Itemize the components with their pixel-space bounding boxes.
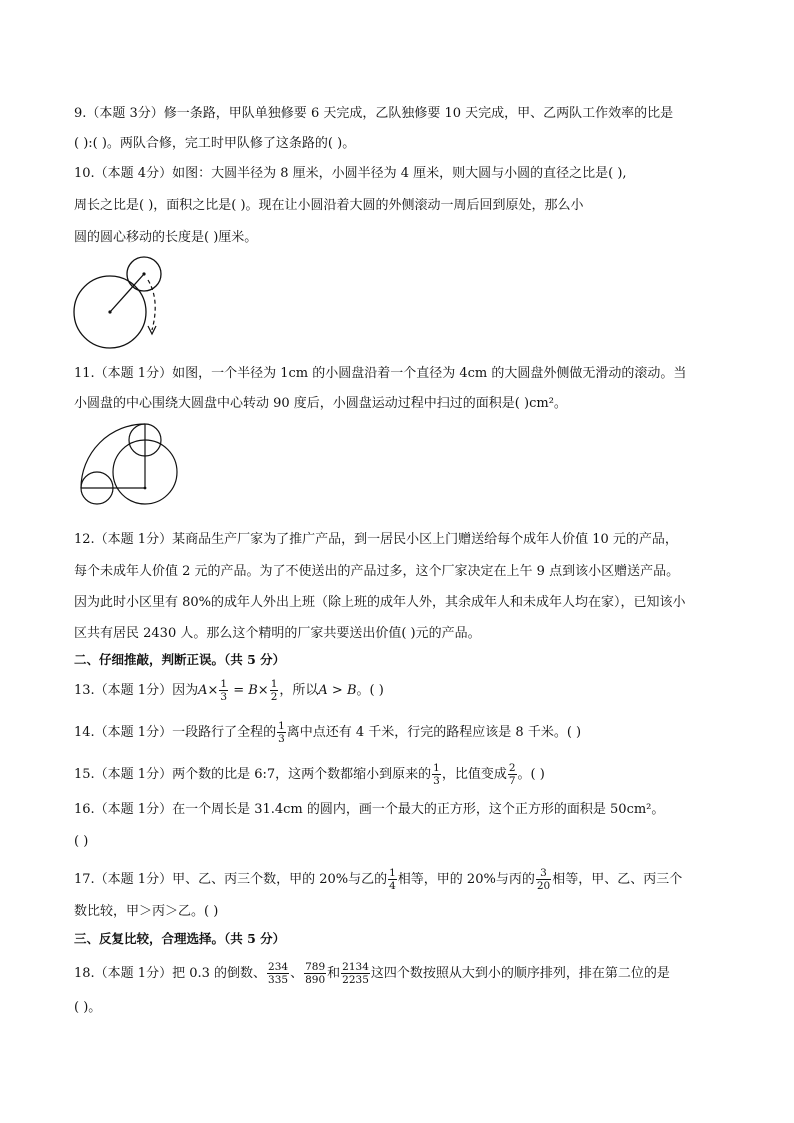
q11-line1: 11.（本题 1分）如图，一个半径为 1cm 的小圆盘沿着一个直径为 4cm 的大圆盘外侧做无滑动的滚动。当 bbox=[74, 366, 687, 381]
q13-equals: = bbox=[229, 683, 249, 698]
q18-suffix: 这四个数按照从大到小的顺序排列，排在第二位的是 bbox=[370, 966, 670, 981]
q18-f3-numerator: 2134 bbox=[342, 961, 369, 973]
q13-f1-denominator: 3 bbox=[220, 691, 228, 703]
q18-sep: 、 bbox=[290, 966, 304, 981]
q10-line1: 10.（本题 4分）如图：大圆半径为 8 厘米，小圆半径为 4 厘米，则大圆与小圆的直径之比是( ), bbox=[74, 166, 627, 181]
q18-f1-numerator: 234 bbox=[268, 961, 289, 973]
q18-line1 bbox=[74, 961, 670, 986]
q12-line2: 每个未成年人价值 2 元的产品。为了不使送出的产品过多，这个厂家决定在上午 9 点到该小区赠送产品。 bbox=[74, 564, 680, 579]
q18-f1-denominator: 335 bbox=[268, 974, 289, 986]
section2-heading: 二、仔细推敲，判断正误。（共 5 分） bbox=[74, 652, 286, 667]
q13-f1-numerator: 1 bbox=[220, 678, 228, 690]
q17-mid: 相等，甲的 20%与丙的 bbox=[397, 872, 535, 887]
q12-line3: 因为此时小区里有 80%的成年人外出上班（除上班的成年人外，其余成年人和未成年人均在家），已知该小 bbox=[74, 595, 686, 610]
q14-prefix: 14.（本题 1分）一段路行了全程的 bbox=[74, 725, 277, 740]
q11-rolling-disc-figure bbox=[76, 418, 180, 510]
q15-prefix: 15.（本题 1分）两个数的比是 6:7，这两个数都缩小到原来的 bbox=[74, 767, 432, 782]
q10-line3: 圆的圆心移动的长度是( )厘米。 bbox=[74, 230, 258, 245]
q13-line bbox=[74, 678, 384, 703]
q15-fraction-2 bbox=[508, 762, 517, 787]
q16-line2: ( ) bbox=[74, 834, 89, 849]
q13-times-2: × bbox=[257, 683, 269, 698]
q17-fraction-2 bbox=[536, 867, 551, 892]
q15-f1-denominator: 3 bbox=[433, 775, 440, 787]
q12-line4: 区共有居民 2430 人。那么这个精明的厂家共要送出价值( )元的产品。 bbox=[74, 626, 481, 641]
q14-numerator: 1 bbox=[278, 720, 285, 732]
q18-fraction-3 bbox=[341, 961, 370, 986]
q11-line2: 小圆盘的中心围绕大圆盘中心转动 90 度后，小圆盘运动过程中扫过的面积是( )cm²。 bbox=[74, 396, 567, 411]
q13-fraction-2 bbox=[270, 678, 279, 703]
q17-f1-numerator: 1 bbox=[389, 867, 396, 879]
q16-line1: 16.（本题 1分）在一个周长是 31.4cm 的圆内，画一个最大的正方形，这个正方形的面积是 50cm²。 bbox=[74, 802, 665, 817]
q17-f2-numerator: 3 bbox=[536, 867, 551, 880]
q15-f1-numerator: 1 bbox=[433, 762, 440, 774]
q17-line1 bbox=[74, 867, 682, 892]
q13-f2-numerator: 1 bbox=[270, 678, 278, 690]
q13-times-1: × bbox=[207, 683, 219, 698]
q13-fraction-1 bbox=[219, 678, 228, 703]
q13-suffix: 。( ) bbox=[356, 683, 384, 698]
q15-line bbox=[74, 762, 545, 787]
q14-fraction bbox=[277, 720, 286, 745]
q9-line2: ( ):( )。两队合修，完工时甲队修了这条路的( )。 bbox=[74, 136, 356, 151]
q18-f2-denominator: 890 bbox=[305, 974, 326, 986]
q15-f2-numerator: 2 bbox=[508, 762, 516, 774]
q17-line2: 数比较，甲＞丙＞乙。( ) bbox=[74, 904, 219, 919]
q13-prefix: 13.（本题 1分）因为 bbox=[74, 683, 199, 698]
q10-line2: 周长之比是( )，面积之比是( )。现在让小圆沿着大圆的外侧滚动一周后回到原处，那么小 bbox=[74, 198, 584, 213]
q13-f2-denominator: 2 bbox=[270, 691, 278, 703]
q13-mid: ，所以 bbox=[279, 683, 319, 698]
q9-line1: 9.（本题 3分）修一条路，甲队单独修要 6 天完成，乙队独修要 10 天完成，甲、乙两队工作效率的比是 bbox=[74, 106, 674, 121]
q17-f1-denominator: 4 bbox=[389, 880, 396, 892]
section3-heading: 三、反复比较，合理选择。（共 5 分） bbox=[74, 931, 286, 946]
q15-mid: ，比值变成 bbox=[441, 767, 507, 782]
q15-suffix: 。( ) bbox=[517, 767, 545, 782]
q13-var-b: B bbox=[248, 683, 258, 698]
q15-f2-denominator: 7 bbox=[508, 775, 516, 787]
q18-line2: ( )。 bbox=[74, 1000, 102, 1015]
q13-gt: > bbox=[327, 683, 347, 698]
q13-var-a2: A bbox=[318, 683, 328, 698]
q10-rolling-circles-figure bbox=[72, 254, 172, 354]
q14-line bbox=[74, 720, 581, 745]
q18-prefix: 18.（本题 1分）把 0.3 的倒数、 bbox=[74, 966, 267, 981]
q18-fraction-1 bbox=[267, 961, 289, 986]
q17-prefix: 17.（本题 1分）甲、乙、丙三个数，甲的 20%与乙的 bbox=[74, 872, 388, 887]
q17-fraction-1 bbox=[388, 867, 397, 892]
q14-denominator: 3 bbox=[278, 733, 285, 745]
q18-and: 和 bbox=[327, 966, 341, 981]
q18-fraction-2 bbox=[304, 961, 326, 986]
q18-f3-denominator: 2235 bbox=[342, 974, 369, 986]
q14-suffix: 离中点还有 4 千米，行完的路程应该是 8 千米。( ) bbox=[286, 725, 582, 740]
q12-line1: 12.（本题 1分）某商品生产厂家为了推广产品，到一居民小区上门赠送给每个成年人价值 10 元的产品， bbox=[74, 532, 678, 547]
q15-fraction-1 bbox=[432, 762, 441, 787]
q13-var-a: A bbox=[198, 683, 208, 698]
q13-var-b2: B bbox=[346, 683, 357, 698]
q17-suffix: 相等，甲、乙、丙三个 bbox=[552, 872, 683, 887]
q17-f2-denominator: 20 bbox=[536, 880, 551, 892]
q18-f2-numerator: 789 bbox=[305, 961, 326, 973]
